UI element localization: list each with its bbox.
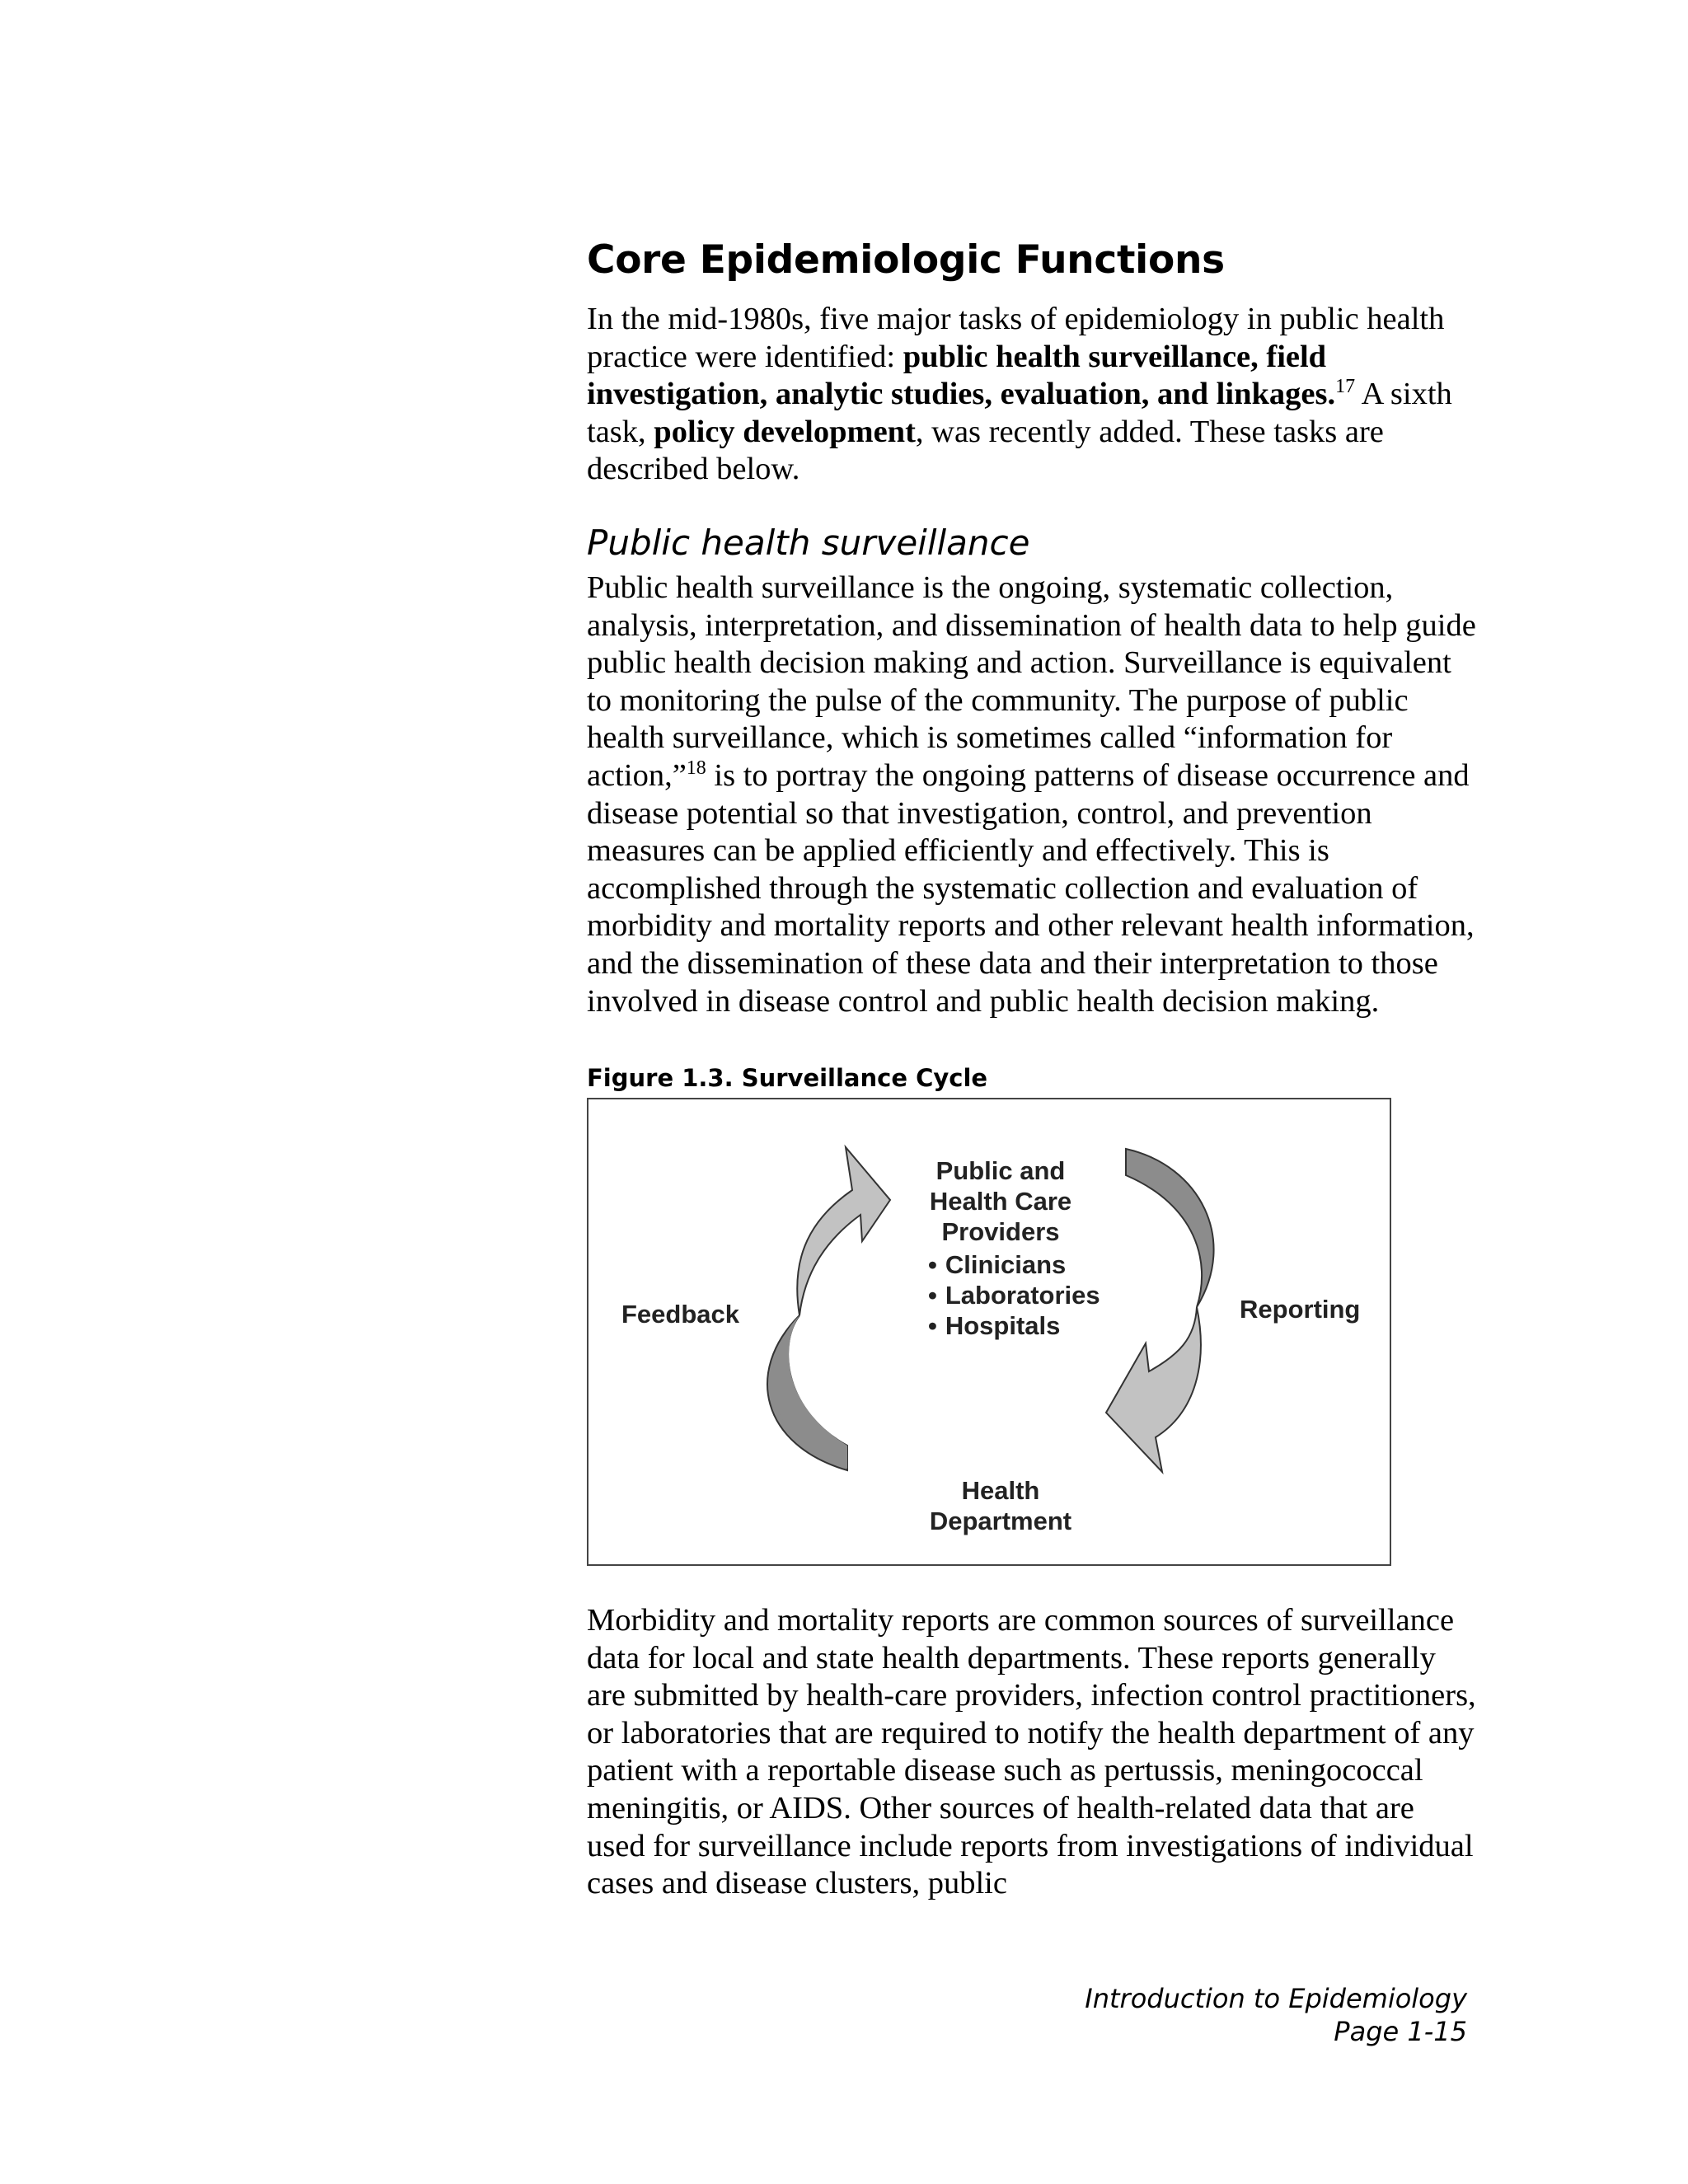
intro-bold-tasks: public health surveillance, field investigation, analytic studies, evaluation, and linkages. bbox=[587, 339, 1336, 412]
intro-bold-policy: policy development bbox=[654, 414, 916, 449]
health-department-line-1: Health bbox=[961, 1476, 1040, 1506]
providers-title bbox=[910, 1155, 1091, 1247]
intro-text-3: , was recently added. These tasks are described below. bbox=[587, 414, 1384, 487]
surveillance-paragraph bbox=[587, 569, 1477, 1020]
section-heading: Public health surveillance bbox=[587, 522, 1030, 563]
sources-paragraph: Morbidity and mortality reports are common sources of surveillance data for local and state health departments. These reports generally are submitted by health-care providers, infection control practitioners, or laboratories that are required to notify the health department of any patient with a reportable disease such as pertussis, meningococcal meningitis, or AIDS. Other sources of health-related data that are used for surveillance include reports from investigations of individual cases and disease clusters, public bbox=[587, 1603, 1476, 1901]
feedback-arrow-upper bbox=[797, 1147, 890, 1315]
surveillance-cycle-figure bbox=[587, 1098, 1391, 1566]
reporting-arrow-upper bbox=[1126, 1149, 1214, 1307]
footnote-ref-18: 18 bbox=[686, 757, 706, 780]
intro-text: In the mid-1980s, five major tasks of epidemiology in public health practice were identified: bbox=[587, 302, 1445, 374]
intro-paragraph bbox=[587, 301, 1477, 489]
providers-title-line-1: Public and bbox=[935, 1156, 1066, 1186]
feedback-label: Feedback bbox=[621, 1300, 740, 1329]
providers-title-line-2: Health Care bbox=[929, 1187, 1072, 1216]
reporting-label: Reporting bbox=[1240, 1295, 1361, 1324]
reporting-arrow-lower bbox=[1106, 1307, 1201, 1472]
surveillance-text: Public health surveillance is the ongoing, systematic collection, analysis, interpretation, and dissemination of health data to help guide public health decision making and action. Surveillance is equivalent to monitoring the pulse of the community. The purpose of public health surveillance, which is sometimes called “information for action,” bbox=[587, 569, 1476, 793]
figure-caption: Figure 1.3. Surveillance Cycle bbox=[587, 1064, 988, 1093]
list-item: • Clinicians bbox=[928, 1249, 1100, 1280]
intro-text-2: A sixth task, bbox=[587, 377, 1452, 449]
footer-title: Introduction to Epidemiology bbox=[1085, 1983, 1467, 2014]
list-item: • Laboratories bbox=[928, 1280, 1100, 1310]
health-department-label bbox=[910, 1475, 1091, 1536]
footnote-ref-17: 17 bbox=[1335, 376, 1356, 398]
page-number: Page 1-15 bbox=[1334, 2016, 1467, 2047]
providers-title-line-3: Providers bbox=[941, 1217, 1060, 1247]
page-title: Core Epidemiologic Functions bbox=[587, 237, 1225, 283]
health-department-line-2: Department bbox=[929, 1507, 1072, 1536]
page-footer bbox=[1085, 1982, 1467, 2048]
providers-list bbox=[928, 1249, 1100, 1341]
list-item: • Hospitals bbox=[928, 1310, 1100, 1341]
page-content bbox=[587, 235, 1477, 1903]
surveillance-text-2: is to portray the ongoing patterns of disease occurrence and disease potential so that investigation, control, and prevention measures can be applied efficiently and effectively. This is accomplished through the systematic collection and evaluation of morbidity and mortality reports and other relevant health information, and the dissemination of these data and their interpretation to those involved in disease control and public health decision making. bbox=[587, 757, 1475, 1019]
